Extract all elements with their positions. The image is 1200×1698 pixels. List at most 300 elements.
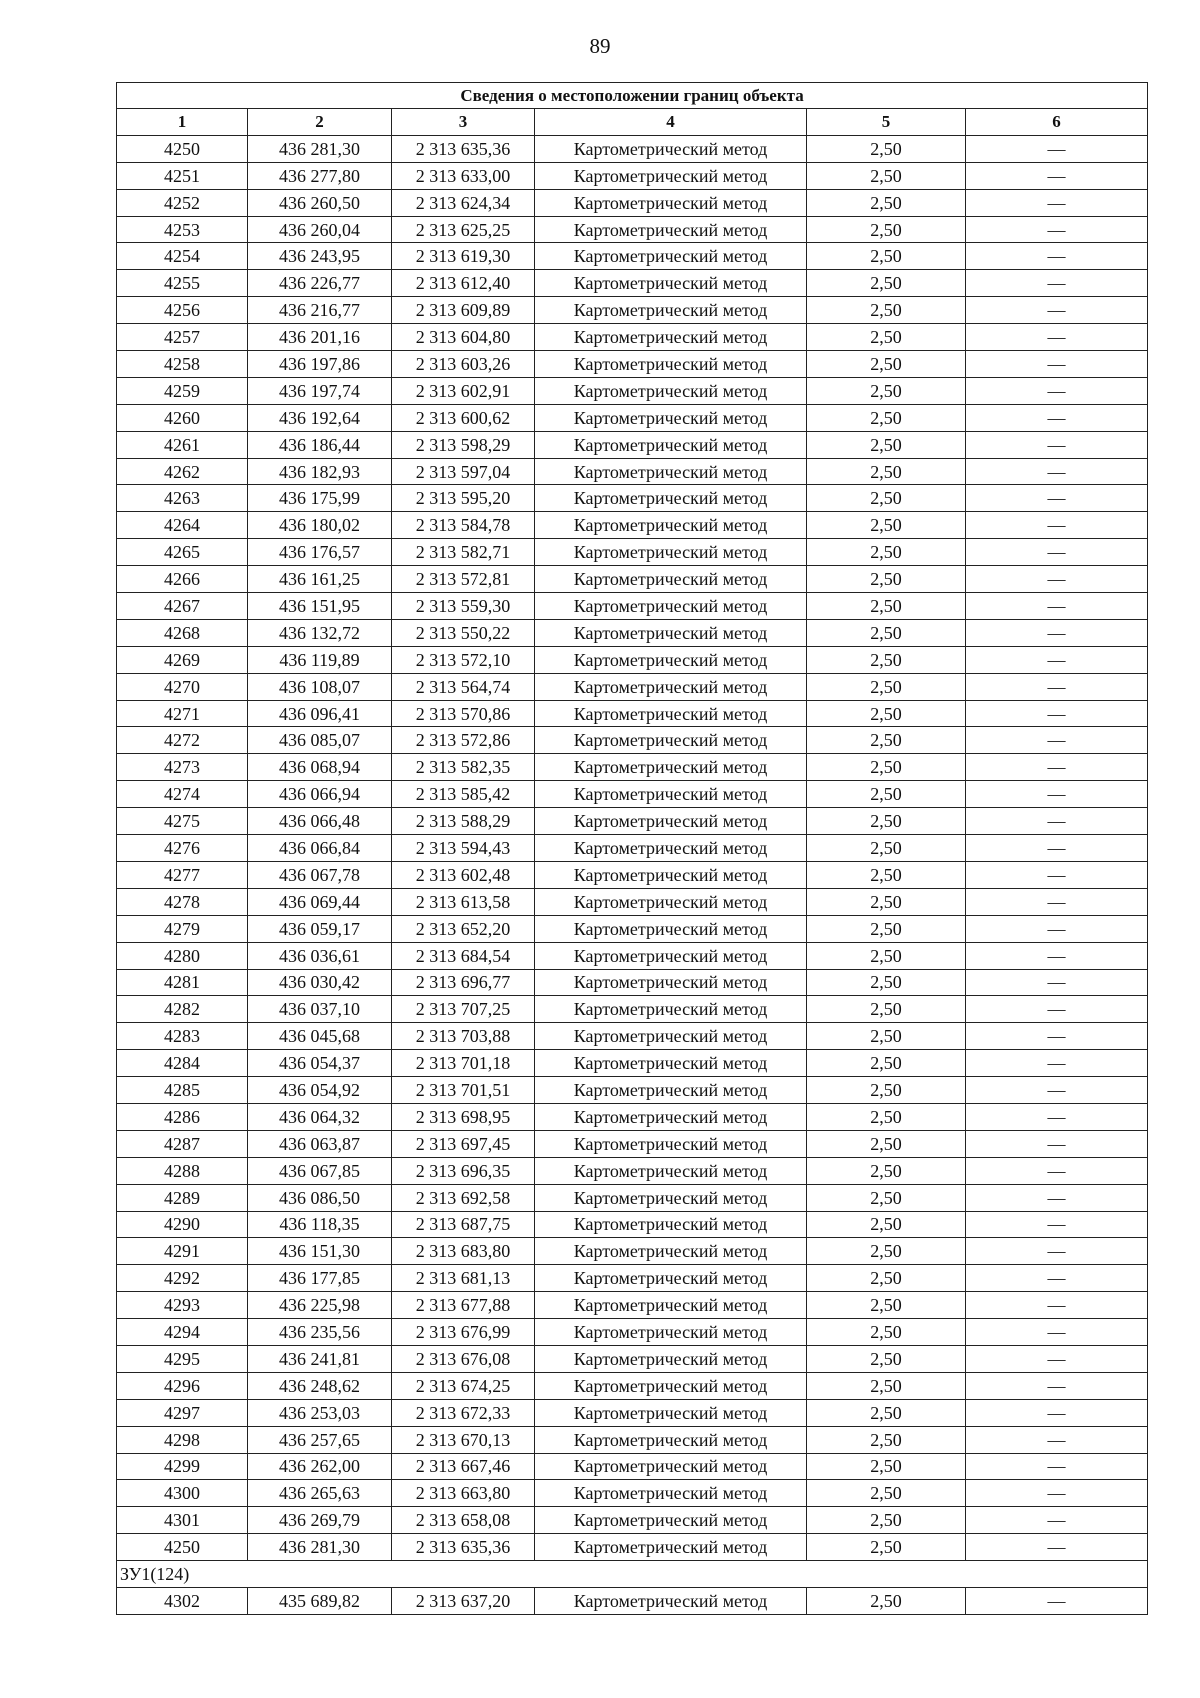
x-coordinate-cell: 436 036,61: [248, 942, 392, 969]
table-row: [117, 1453, 1148, 1480]
point-number-cell: 4259: [117, 377, 248, 404]
accuracy-cell: 2,50: [807, 996, 966, 1023]
accuracy-cell: 2,50: [807, 270, 966, 297]
method-cell: Картометрический метод: [535, 781, 807, 808]
accuracy-cell: 2,50: [807, 1319, 966, 1346]
table-row: [117, 915, 1148, 942]
x-coordinate-cell: 436 063,87: [248, 1130, 392, 1157]
accuracy-cell: 2,50: [807, 162, 966, 189]
table-row: [117, 754, 1148, 781]
method-cell: Картометрический метод: [535, 888, 807, 915]
point-number-cell: 4277: [117, 861, 248, 888]
point-number-cell: 4253: [117, 216, 248, 243]
description-cell: —: [966, 1077, 1148, 1104]
method-cell: Картометрический метод: [535, 619, 807, 646]
description-cell: —: [966, 754, 1148, 781]
description-cell: —: [966, 593, 1148, 620]
description-cell: —: [966, 861, 1148, 888]
x-coordinate-cell: 436 182,93: [248, 458, 392, 485]
method-cell: Картометрический метод: [535, 727, 807, 754]
description-cell: —: [966, 216, 1148, 243]
method-cell: Картометрический метод: [535, 324, 807, 351]
table-row: [117, 1534, 1148, 1561]
x-coordinate-cell: 436 235,56: [248, 1319, 392, 1346]
x-coordinate-cell: 436 281,30: [248, 1534, 392, 1561]
table-row: [117, 135, 1148, 162]
table-row: [117, 1399, 1148, 1426]
x-coordinate-cell: 436 059,17: [248, 915, 392, 942]
method-cell: Картометрический метод: [535, 969, 807, 996]
point-number-cell: 4300: [117, 1480, 248, 1507]
y-coordinate-cell: 2 313 635,36: [392, 1534, 535, 1561]
accuracy-cell: 2,50: [807, 1103, 966, 1130]
table-row: [117, 619, 1148, 646]
table-row: [117, 1157, 1148, 1184]
y-coordinate-cell: 2 313 597,04: [392, 458, 535, 485]
accuracy-cell: 2,50: [807, 1157, 966, 1184]
accuracy-cell: 2,50: [807, 351, 966, 378]
table-row: [117, 781, 1148, 808]
table-row: [117, 1587, 1148, 1614]
y-coordinate-cell: 2 313 683,80: [392, 1238, 535, 1265]
accuracy-cell: 2,50: [807, 700, 966, 727]
method-cell: Картометрический метод: [535, 1265, 807, 1292]
point-number-cell: 4297: [117, 1399, 248, 1426]
x-coordinate-cell: 436 066,48: [248, 808, 392, 835]
point-number-cell: 4251: [117, 162, 248, 189]
x-coordinate-cell: 436 281,30: [248, 135, 392, 162]
x-coordinate-cell: 436 054,92: [248, 1077, 392, 1104]
x-coordinate-cell: 436 197,74: [248, 377, 392, 404]
point-number-cell: 4282: [117, 996, 248, 1023]
y-coordinate-cell: 2 313 707,25: [392, 996, 535, 1023]
description-cell: —: [966, 915, 1148, 942]
point-number-cell: 4299: [117, 1453, 248, 1480]
accuracy-cell: 2,50: [807, 1345, 966, 1372]
method-cell: Картометрический метод: [535, 1077, 807, 1104]
description-cell: —: [966, 1345, 1148, 1372]
description-cell: —: [966, 808, 1148, 835]
accuracy-cell: 2,50: [807, 1372, 966, 1399]
point-number-cell: 4289: [117, 1184, 248, 1211]
table-row: [117, 673, 1148, 700]
accuracy-cell: 2,50: [807, 646, 966, 673]
point-number-cell: 4293: [117, 1292, 248, 1319]
point-number-cell: 4276: [117, 835, 248, 862]
method-cell: Картометрический метод: [535, 216, 807, 243]
method-cell: Картометрический метод: [535, 270, 807, 297]
column-header: 6: [966, 109, 1148, 136]
accuracy-cell: 2,50: [807, 1587, 966, 1614]
accuracy-cell: 2,50: [807, 754, 966, 781]
method-cell: Картометрический метод: [535, 754, 807, 781]
x-coordinate-cell: 436 226,77: [248, 270, 392, 297]
method-cell: Картометрический метод: [535, 593, 807, 620]
method-cell: Картометрический метод: [535, 1130, 807, 1157]
x-coordinate-cell: 436 064,32: [248, 1103, 392, 1130]
table-row: [117, 861, 1148, 888]
table-row: [117, 1211, 1148, 1238]
method-cell: Картометрический метод: [535, 1211, 807, 1238]
description-cell: —: [966, 566, 1148, 593]
description-cell: —: [966, 727, 1148, 754]
accuracy-cell: 2,50: [807, 673, 966, 700]
y-coordinate-cell: 2 313 600,62: [392, 404, 535, 431]
x-coordinate-cell: 436 186,44: [248, 431, 392, 458]
accuracy-cell: 2,50: [807, 835, 966, 862]
table-row: [117, 566, 1148, 593]
description-cell: —: [966, 700, 1148, 727]
accuracy-cell: 2,50: [807, 189, 966, 216]
accuracy-cell: 2,50: [807, 942, 966, 969]
x-coordinate-cell: 436 118,35: [248, 1211, 392, 1238]
accuracy-cell: 2,50: [807, 1077, 966, 1104]
point-number-cell: 4264: [117, 512, 248, 539]
description-cell: —: [966, 162, 1148, 189]
x-coordinate-cell: 436 260,04: [248, 216, 392, 243]
method-cell: Картометрический метод: [535, 1372, 807, 1399]
description-cell: —: [966, 1319, 1148, 1346]
point-number-cell: 4280: [117, 942, 248, 969]
method-cell: Картометрический метод: [535, 1319, 807, 1346]
accuracy-cell: 2,50: [807, 1453, 966, 1480]
point-number-cell: 4266: [117, 566, 248, 593]
method-cell: Картометрический метод: [535, 1534, 807, 1561]
accuracy-cell: 2,50: [807, 861, 966, 888]
table-row: [117, 1480, 1148, 1507]
x-coordinate-cell: 436 201,16: [248, 324, 392, 351]
table-row: [117, 1345, 1148, 1372]
table-row: [117, 189, 1148, 216]
description-cell: —: [966, 1292, 1148, 1319]
method-cell: Картометрический метод: [535, 861, 807, 888]
point-number-cell: 4274: [117, 781, 248, 808]
x-coordinate-cell: 436 176,57: [248, 539, 392, 566]
accuracy-cell: 2,50: [807, 324, 966, 351]
table-row: [117, 1184, 1148, 1211]
accuracy-cell: 2,50: [807, 1184, 966, 1211]
description-cell: —: [966, 539, 1148, 566]
column-header: 4: [535, 109, 807, 136]
accuracy-cell: 2,50: [807, 1426, 966, 1453]
description-cell: —: [966, 1023, 1148, 1050]
x-coordinate-cell: 436 086,50: [248, 1184, 392, 1211]
method-cell: Картометрический метод: [535, 189, 807, 216]
method-cell: Картометрический метод: [535, 539, 807, 566]
y-coordinate-cell: 2 313 604,80: [392, 324, 535, 351]
table-row: [117, 1130, 1148, 1157]
section-row: [117, 1561, 1148, 1588]
method-cell: Картометрический метод: [535, 1480, 807, 1507]
table-row: [117, 1426, 1148, 1453]
x-coordinate-cell: 436 037,10: [248, 996, 392, 1023]
method-cell: Картометрический метод: [535, 1345, 807, 1372]
point-number-cell: 4275: [117, 808, 248, 835]
y-coordinate-cell: 2 313 672,33: [392, 1399, 535, 1426]
y-coordinate-cell: 2 313 550,22: [392, 619, 535, 646]
x-coordinate-cell: 436 248,62: [248, 1372, 392, 1399]
point-number-cell: 4296: [117, 1372, 248, 1399]
point-number-cell: 4285: [117, 1077, 248, 1104]
description-cell: —: [966, 969, 1148, 996]
x-coordinate-cell: 436 216,77: [248, 297, 392, 324]
x-coordinate-cell: 436 265,63: [248, 1480, 392, 1507]
method-cell: Картометрический метод: [535, 1103, 807, 1130]
y-coordinate-cell: 2 313 572,86: [392, 727, 535, 754]
method-cell: Картометрический метод: [535, 1507, 807, 1534]
method-cell: Картометрический метод: [535, 485, 807, 512]
x-coordinate-cell: 436 054,37: [248, 1050, 392, 1077]
x-coordinate-cell: 436 277,80: [248, 162, 392, 189]
x-coordinate-cell: 435 689,82: [248, 1587, 392, 1614]
description-cell: —: [966, 996, 1148, 1023]
description-cell: —: [966, 297, 1148, 324]
method-cell: Картометрический метод: [535, 1050, 807, 1077]
y-coordinate-cell: 2 313 588,29: [392, 808, 535, 835]
accuracy-cell: 2,50: [807, 888, 966, 915]
y-coordinate-cell: 2 313 652,20: [392, 915, 535, 942]
accuracy-cell: 2,50: [807, 216, 966, 243]
method-cell: Картометрический метод: [535, 673, 807, 700]
accuracy-cell: 2,50: [807, 1292, 966, 1319]
y-coordinate-cell: 2 313 663,80: [392, 1480, 535, 1507]
y-coordinate-cell: 2 313 619,30: [392, 243, 535, 270]
y-coordinate-cell: 2 313 687,75: [392, 1211, 535, 1238]
point-number-cell: 4255: [117, 270, 248, 297]
method-cell: Картометрический метод: [535, 1292, 807, 1319]
x-coordinate-cell: 436 045,68: [248, 1023, 392, 1050]
accuracy-cell: 2,50: [807, 781, 966, 808]
x-coordinate-cell: 436 108,07: [248, 673, 392, 700]
y-coordinate-cell: 2 313 572,81: [392, 566, 535, 593]
y-coordinate-cell: 2 313 613,58: [392, 888, 535, 915]
x-coordinate-cell: 436 119,89: [248, 646, 392, 673]
accuracy-cell: 2,50: [807, 727, 966, 754]
boundary-coordinates-table: [116, 82, 1148, 1615]
method-cell: Картометрический метод: [535, 1399, 807, 1426]
accuracy-cell: 2,50: [807, 915, 966, 942]
point-number-cell: 4257: [117, 324, 248, 351]
description-cell: —: [966, 1265, 1148, 1292]
description-cell: —: [966, 1211, 1148, 1238]
accuracy-cell: 2,50: [807, 377, 966, 404]
description-cell: —: [966, 1103, 1148, 1130]
method-cell: Картометрический метод: [535, 1426, 807, 1453]
y-coordinate-cell: 2 313 564,74: [392, 673, 535, 700]
y-coordinate-cell: 2 313 670,13: [392, 1426, 535, 1453]
y-coordinate-cell: 2 313 633,00: [392, 162, 535, 189]
accuracy-cell: 2,50: [807, 1480, 966, 1507]
point-number-cell: 4262: [117, 458, 248, 485]
section-label: ЗУ1(124): [117, 1561, 1148, 1588]
table-row: [117, 404, 1148, 431]
x-coordinate-cell: 436 260,50: [248, 189, 392, 216]
description-cell: —: [966, 1480, 1148, 1507]
table-row: [117, 996, 1148, 1023]
table-body: [117, 135, 1148, 1614]
y-coordinate-cell: 2 313 595,20: [392, 485, 535, 512]
description-cell: —: [966, 619, 1148, 646]
point-number-cell: 4263: [117, 485, 248, 512]
table-row: [117, 646, 1148, 673]
x-coordinate-cell: 436 177,85: [248, 1265, 392, 1292]
y-coordinate-cell: 2 313 559,30: [392, 593, 535, 620]
description-cell: —: [966, 458, 1148, 485]
point-number-cell: 4295: [117, 1345, 248, 1372]
table-header-row: [117, 109, 1148, 136]
point-number-cell: 4301: [117, 1507, 248, 1534]
method-cell: Картометрический метод: [535, 162, 807, 189]
description-cell: —: [966, 189, 1148, 216]
method-cell: Картометрический метод: [535, 297, 807, 324]
point-number-cell: 4261: [117, 431, 248, 458]
y-coordinate-cell: 2 313 609,89: [392, 297, 535, 324]
table-row: [117, 1265, 1148, 1292]
point-number-cell: 4287: [117, 1130, 248, 1157]
table-row: [117, 539, 1148, 566]
y-coordinate-cell: 2 313 582,71: [392, 539, 535, 566]
point-number-cell: 4292: [117, 1265, 248, 1292]
method-cell: Картометрический метод: [535, 404, 807, 431]
x-coordinate-cell: 436 262,00: [248, 1453, 392, 1480]
description-cell: —: [966, 1372, 1148, 1399]
description-cell: —: [966, 646, 1148, 673]
table-caption-row: [117, 83, 1148, 109]
table-row: [117, 1023, 1148, 1050]
y-coordinate-cell: 2 313 603,26: [392, 351, 535, 378]
x-coordinate-cell: 436 132,72: [248, 619, 392, 646]
point-number-cell: 4250: [117, 1534, 248, 1561]
x-coordinate-cell: 436 030,42: [248, 969, 392, 996]
column-header: 3: [392, 109, 535, 136]
method-cell: Картометрический метод: [535, 1238, 807, 1265]
table-row: [117, 431, 1148, 458]
table-row: [117, 969, 1148, 996]
point-number-cell: 4252: [117, 189, 248, 216]
point-number-cell: 4294: [117, 1319, 248, 1346]
method-cell: Картометрический метод: [535, 351, 807, 378]
y-coordinate-cell: 2 313 602,48: [392, 861, 535, 888]
point-number-cell: 4250: [117, 135, 248, 162]
accuracy-cell: 2,50: [807, 619, 966, 646]
table-row: [117, 593, 1148, 620]
x-coordinate-cell: 436 161,25: [248, 566, 392, 593]
table-row: [117, 1050, 1148, 1077]
description-cell: —: [966, 1587, 1148, 1614]
y-coordinate-cell: 2 313 676,99: [392, 1319, 535, 1346]
table-row: [117, 1507, 1148, 1534]
table-row: [117, 1077, 1148, 1104]
point-number-cell: 4278: [117, 888, 248, 915]
y-coordinate-cell: 2 313 625,25: [392, 216, 535, 243]
x-coordinate-cell: 436 151,30: [248, 1238, 392, 1265]
description-cell: —: [966, 324, 1148, 351]
x-coordinate-cell: 436 151,95: [248, 593, 392, 620]
x-coordinate-cell: 436 243,95: [248, 243, 392, 270]
y-coordinate-cell: 2 313 667,46: [392, 1453, 535, 1480]
y-coordinate-cell: 2 313 701,51: [392, 1077, 535, 1104]
table-row: [117, 377, 1148, 404]
table-row: [117, 835, 1148, 862]
accuracy-cell: 2,50: [807, 1507, 966, 1534]
y-coordinate-cell: 2 313 698,95: [392, 1103, 535, 1130]
description-cell: —: [966, 673, 1148, 700]
table-row: [117, 243, 1148, 270]
y-coordinate-cell: 2 313 637,20: [392, 1587, 535, 1614]
description-cell: —: [966, 1426, 1148, 1453]
point-number-cell: 4265: [117, 539, 248, 566]
method-cell: Картометрический метод: [535, 942, 807, 969]
method-cell: Картометрический метод: [535, 458, 807, 485]
column-header: 1: [117, 109, 248, 136]
description-cell: —: [966, 1507, 1148, 1534]
x-coordinate-cell: 436 241,81: [248, 1345, 392, 1372]
table-row: [117, 512, 1148, 539]
method-cell: Картометрический метод: [535, 1453, 807, 1480]
description-cell: —: [966, 1130, 1148, 1157]
accuracy-cell: 2,50: [807, 566, 966, 593]
method-cell: Картометрический метод: [535, 808, 807, 835]
accuracy-cell: 2,50: [807, 1238, 966, 1265]
accuracy-cell: 2,50: [807, 808, 966, 835]
method-cell: Картометрический метод: [535, 512, 807, 539]
description-cell: —: [966, 135, 1148, 162]
description-cell: —: [966, 270, 1148, 297]
point-number-cell: 4271: [117, 700, 248, 727]
accuracy-cell: 2,50: [807, 512, 966, 539]
y-coordinate-cell: 2 313 584,78: [392, 512, 535, 539]
accuracy-cell: 2,50: [807, 1211, 966, 1238]
y-coordinate-cell: 2 313 681,13: [392, 1265, 535, 1292]
accuracy-cell: 2,50: [807, 1265, 966, 1292]
x-coordinate-cell: 436 269,79: [248, 1507, 392, 1534]
accuracy-cell: 2,50: [807, 243, 966, 270]
point-number-cell: 4279: [117, 915, 248, 942]
point-number-cell: 4302: [117, 1587, 248, 1614]
description-cell: —: [966, 1453, 1148, 1480]
y-coordinate-cell: 2 313 674,25: [392, 1372, 535, 1399]
description-cell: —: [966, 512, 1148, 539]
description-cell: —: [966, 835, 1148, 862]
table-row: [117, 485, 1148, 512]
x-coordinate-cell: 436 068,94: [248, 754, 392, 781]
description-cell: —: [966, 1399, 1148, 1426]
accuracy-cell: 2,50: [807, 404, 966, 431]
table-row: [117, 1238, 1148, 1265]
y-coordinate-cell: 2 313 696,35: [392, 1157, 535, 1184]
point-number-cell: 4258: [117, 351, 248, 378]
table-row: [117, 700, 1148, 727]
accuracy-cell: 2,50: [807, 135, 966, 162]
point-number-cell: 4284: [117, 1050, 248, 1077]
method-cell: Картометрический метод: [535, 835, 807, 862]
method-cell: Картометрический метод: [535, 566, 807, 593]
description-cell: —: [966, 351, 1148, 378]
column-header: 2: [248, 109, 392, 136]
point-number-cell: 4298: [117, 1426, 248, 1453]
accuracy-cell: 2,50: [807, 539, 966, 566]
description-cell: —: [966, 1238, 1148, 1265]
x-coordinate-cell: 436 066,84: [248, 835, 392, 862]
x-coordinate-cell: 436 192,64: [248, 404, 392, 431]
description-cell: —: [966, 888, 1148, 915]
table-row: [117, 1292, 1148, 1319]
y-coordinate-cell: 2 313 677,88: [392, 1292, 535, 1319]
accuracy-cell: 2,50: [807, 458, 966, 485]
table-row: [117, 216, 1148, 243]
y-coordinate-cell: 2 313 703,88: [392, 1023, 535, 1050]
description-cell: —: [966, 485, 1148, 512]
